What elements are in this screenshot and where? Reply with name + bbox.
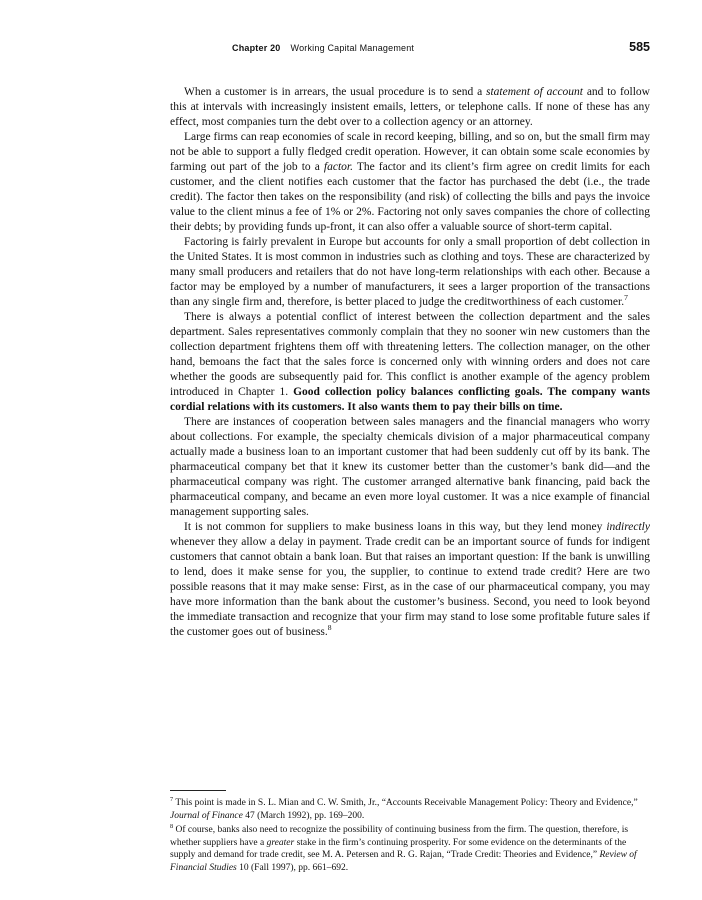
text-segment: It is not common for suppliers to make business loans in this way, but they lend money — [184, 521, 607, 533]
body-text — [170, 85, 650, 640]
text-segment: Review of Financial Studies — [170, 850, 637, 873]
paragraph — [170, 415, 650, 520]
text-segment: Large firms can reap economies of scale in record keeping, billing, and so on, but the small firm may not be able to support a fully fledged credit operation. However, it can obtain some scale economies by farming out part of the job to a — [170, 131, 650, 173]
page-header — [170, 40, 650, 54]
text-segment: Journal of Finance — [170, 810, 243, 821]
paragraph — [170, 235, 650, 310]
footnote — [170, 824, 650, 874]
text-segment: Good collection policy balances conflicting goals. The company wants cordial relations with its customers. It also wants them to pay their bills on time. — [170, 386, 651, 413]
text-segment: Of course, banks also need to recognize the possibility of continuing business from the firm. The question, therefore, is whether suppliers have a — [170, 825, 629, 848]
text-segment: When a customer is in arrears, the usual procedure is to send a — [184, 86, 486, 98]
text-segment: 47 (March 1992), pp. 169–200. — [242, 810, 365, 821]
text-segment: statement of account — [485, 86, 584, 98]
footnote-list — [170, 797, 650, 874]
text-segment: whenever they allow a delay in payment. Trade credit can be an important source of funds for indigent customers that cannot obtain a bank loan. But that raises an important question: If the bank is unwilling to lend, does it make sense for you, the supplier, to continue to extend trade credit? Here are two possible reasons that it may make sense: First, as in the case of our pharmaceutical company, you may have more information than the bank about the customer’s business. Second, you need to look beyond the immediate transaction and recognize that your firm may stand to lose some profitable future sales if the customer goes out of business. — [170, 536, 650, 638]
paragraph — [170, 310, 650, 415]
text-segment: factor. — [323, 161, 353, 173]
footnotes-section — [170, 790, 650, 876]
footnote-marker: 8 — [327, 623, 332, 633]
text-segment: The factor and its client’s firm agree on credit limits for each customer, and the client notifies each customer that the factor has purchased the debt (i.e., the trade credit). The factor then takes on the responsibility (and risk) of collecting the bills and pays the invoice value to the client minus a fee of 1% or 2%. Factoring not only saves companies the chore of collecting their debts; by providing funds up-front, it can also offer a valuable source of short-term capital. — [170, 161, 650, 233]
text-segment: stake in the firm’s continuing prosperity. For some evidence on the determinants of the supply and demand for trade credit, see M. A. Petersen and R. G. Rajan, “Trade Credit: Theories and Evidence,” — [170, 837, 627, 860]
text-segment: There is always a potential conflict of interest between the collection department and the sales department. Sales representatives commonly complain that they no sooner win new customers than the collection department frightens them off with threatening letters. The collection manager, on the other hand, bemoans the fact that the sales force is concerned only with winning orders and does not care whether the goods are subsequently paid for. This conflict is another example of the agency problem introduced in Chapter 1. — [170, 311, 650, 398]
text-segment: greater — [266, 837, 295, 848]
footnote-marker: 7 — [170, 795, 174, 803]
text-segment: This point is made in S. L. Mian and C. W. Smith, Jr., “Accounts Receivable Management Policy: Theory and Evidence,” — [173, 798, 638, 808]
chapter-number: Chapter 20 — [232, 43, 281, 53]
text-segment: and to follow this at intervals with increasingly insistent emails, letters, or telephone calls. If none of these has any effect, most companies turn the debt over to a collection agency or an attorney. — [170, 86, 650, 128]
footnote — [170, 797, 650, 822]
chapter-title: Working Capital Management — [290, 43, 415, 53]
footnote-marker: 8 — [170, 822, 174, 830]
text-segment: indirectly — [606, 521, 650, 533]
paragraph — [170, 130, 650, 235]
text-segment: Factoring is fairly prevalent in Europe but accounts for only a small proportion of debt collection in the United States. It is most common in industries such as clothing and toys. These are characterized by many small producers and retailers that do not have long-term relationships with each other. Because a factor may be employed by a number of manufacturers, it sees a larger proportion of the transactions than any single firm and, therefore, is better placed to judge the creditworthiness of each customer. — [170, 236, 650, 308]
paragraph — [170, 520, 650, 640]
paragraph — [170, 85, 650, 130]
footnote-rule — [170, 790, 226, 791]
text-segment: 10 (Fall 1997), pp. 661–692. — [236, 862, 349, 873]
footnote-marker: 7 — [624, 293, 628, 303]
page-number: 585 — [629, 40, 650, 54]
chapter-heading — [232, 43, 414, 53]
text-segment: There are instances of cooperation between sales managers and the financial managers who worry about collections. For example, the specialty chemicals division of a major pharmaceutical company actually made a business loan to an important customer that had been suddenly cut off by its bank. The pharmaceutical company bet that it knew its customer better than the customer’s bank did—and the pharmaceutical company was right. The customer arranged alternative bank financing, paid back the pharmaceutical company, and became an even more loyal customer. It was a nice example of financial management supporting sales. — [170, 416, 650, 518]
